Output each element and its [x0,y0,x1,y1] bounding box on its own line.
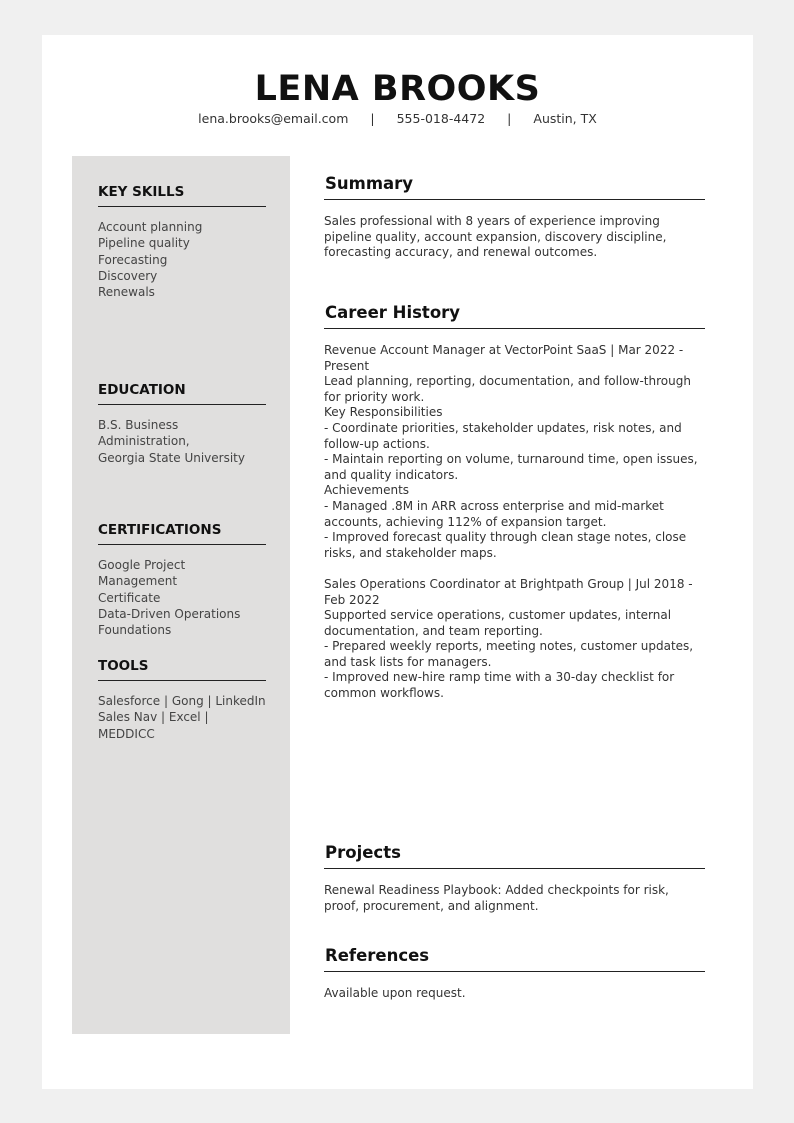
certifications-list [98,557,266,638]
education-section [98,382,266,466]
contact-separator: | [370,111,375,126]
tools-list [98,693,266,742]
contact-separator: | [507,111,512,126]
skill-item: Discovery [98,268,158,283]
certification-item: Foundations [98,623,172,638]
certifications-title: CERTIFICATIONS [98,522,266,545]
sidebar [72,156,290,1034]
education-item: Georgia State University [98,450,245,465]
job-line: - Prepared weekly reports, meeting notes, customer updates, and task lists for managers. [324,639,694,669]
references-title: References [324,946,705,972]
job-line: - Improved new-hire ramp time with a 30-day checklist for common workflows. [324,670,675,701]
summary-section [324,174,705,261]
job-heading: Sales Operations Coordinator at Brightpath Group | Jul 2018 - Feb 2022 [324,576,693,607]
summary-title: Summary [324,174,705,200]
contact-email: lena.brooks@email.com [198,111,349,126]
skills-title: KEY SKILLS [98,184,266,207]
job-heading: Revenue Account Manager at VectorPoint SaaS | Mar 2022 - Present [324,343,684,373]
tools-section [98,658,266,742]
career-section [324,303,705,702]
certifications-section [98,522,266,638]
projects-text: Renewal Readiness Playbook: Added checkpoints for risk, proof, procurement, and alignment. [324,883,669,913]
job-line: - Maintain reporting on volume, turnaround time, open issues, and quality indicators. [324,452,698,482]
summary-text: Sales professional with 8 years of experience improving pipeline quality, account expansion, discovery discipline, forecasting accuracy, and renewal outcomes. [324,214,667,260]
certification-item: Certificate [98,590,161,605]
job-line: - Coordinate priorities, stakeholder updates, risk notes, and follow-up actions. [324,420,682,451]
tools-title: TOOLS [98,658,266,681]
job-line: Supported service operations, customer updates, internal documentation, and team reporting. [324,608,672,638]
skills-section [98,184,266,300]
references-text: Available upon request. [324,986,466,1000]
job-line: Lead planning, reporting, documentation, and follow-through for priority work. [324,374,691,404]
career-title: Career History [324,303,705,329]
tools-item: Salesforce | Gong | LinkedIn [98,694,266,708]
skill-item: Renewals [98,285,155,300]
resume-page [42,35,753,1089]
education-item: B.S. Business Administration, [98,418,190,449]
career-body [324,343,705,702]
job-line: - Improved forecast quality through clean stage notes, close risks, and stakeholder maps. [324,530,687,560]
references-section [324,946,705,1002]
job-subheading: Achievements [324,483,410,498]
projects-section [324,843,705,914]
tools-item: Sales Nav | Excel | MEDDICC [98,710,209,741]
education-title: EDUCATION [98,382,266,405]
job-entry [324,577,705,702]
skill-item: Forecasting [98,252,168,267]
contact-phone: 555-018-4472 [396,111,486,126]
contact-line [42,111,753,126]
certification-item: Data-Driven Operations [98,606,241,621]
projects-title: Projects [324,843,705,869]
contact-location: Austin, TX [533,111,597,126]
job-line: - Managed .8M in ARR across enterprise and mid-market accounts, achieving 112% of expansion target. [324,498,664,529]
job-subheading: Key Responsibilities [324,405,443,420]
candidate-name: LENA BROOKS [254,69,541,109]
job-entry [324,343,705,561]
skills-list [98,219,266,300]
certification-item: Google Project Management [98,558,186,589]
skill-item: Pipeline quality [98,236,190,251]
education-list [98,417,266,466]
skill-item: Account planning [98,220,203,234]
